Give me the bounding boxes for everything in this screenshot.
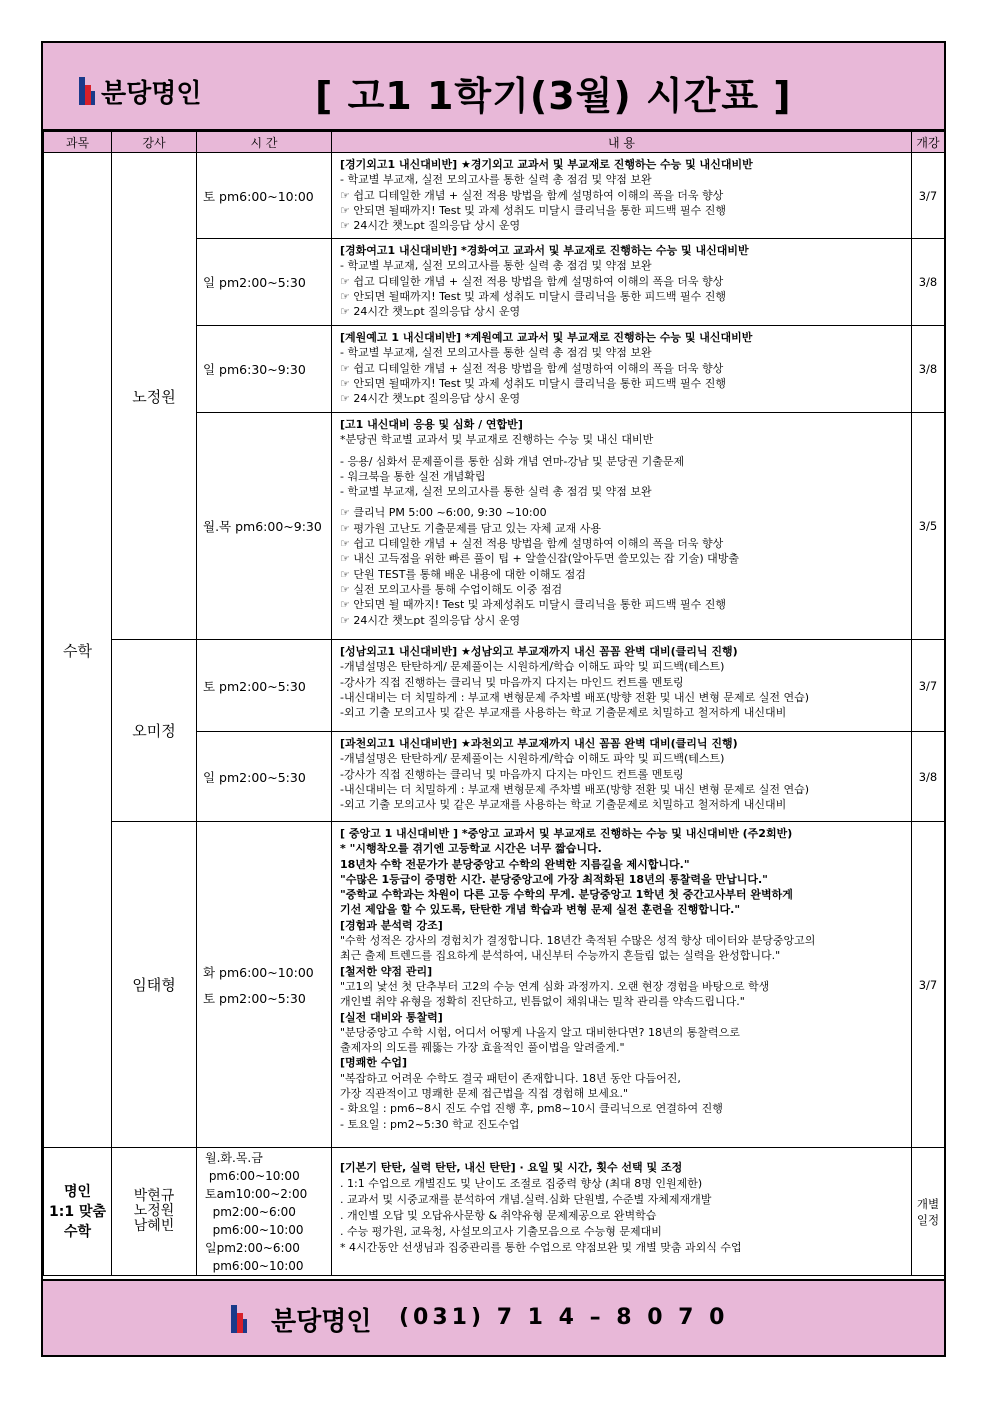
start-date: 3/8 [912, 239, 945, 326]
content-line: -개념설명은 탄탄하게/ 문제풀이는 시원하게/학습 이해도 파악 및 피드백(테스트) [340, 660, 725, 674]
content-line: - 학교별 부교재, 실전 모의고사를 통한 실력 총 점검 및 약점 보완 [340, 346, 652, 360]
page-frame [41, 41, 946, 1357]
content-line: ☞ 쉽고 디테일한 개념 + 실전 적용 방법을 함께 설명하여 이해의 폭을 더욱 향상 [340, 274, 724, 288]
col-header-content: 내 용 [332, 132, 912, 153]
content-line: -강사가 직접 진행하는 클리닉 및 마음까지 다지는 마인드 컨트롤 멘토링 [340, 767, 684, 781]
time-line: 토 pm2:00~5:30 [203, 990, 306, 1006]
class-heading: [경기외고1 내신대비반] ★경기외고 교과서 및 부교재로 진행하는 수능 및 내신대비반 [340, 158, 753, 171]
brand-name: 분당명인 [101, 79, 202, 109]
content-line: * 4시간동안 선생님과 집중관리를 통한 수업으로 약점보완 및 개별 맞춤 과외식 수업 [340, 1241, 742, 1254]
col-header-teacher: 강사 [112, 132, 197, 153]
time-line: pm6:00~10:00 [205, 1222, 304, 1237]
table-row [44, 640, 945, 732]
content-line: . 개인별 오답 및 오답유사문항 & 취약유형 문제제공으로 완벽학습 [340, 1209, 657, 1222]
section-heading: [경험과 분석력 강조] [340, 918, 443, 932]
content-line: ☞ 안되면 될때까지! Test 및 과제 성취도 미달시 클리닉을 통한 피드백 필수 진행 [340, 376, 727, 390]
class-heading: [계원예고 1 내신대비반] *계원예고 교과서 및 부교재로 진행하는 수능 및 내신대비반 [340, 331, 753, 344]
col-header-subject: 과목 [44, 132, 112, 153]
start-date: 3/8 [912, 732, 945, 822]
section-heading: [철저한 약점 관리] [340, 964, 433, 978]
teacher-name: 노정원 [133, 1203, 175, 1219]
time-line: 토am10:00~2:00 [205, 1186, 308, 1201]
content-line: -외고 기출 모의고사 및 같은 부교재를 사용하는 학교 기출문제로 치밀하고 철저하게 내신대비 [340, 706, 787, 720]
content-cell [332, 326, 912, 413]
subject-cell: 수학 [44, 153, 112, 1148]
start-date: 3/7 [912, 153, 945, 239]
content-line: "고1의 낯선 첫 단추부터 고2의 수능 연계 심화 과정까지. 오랜 현장 경험을 바탕으로 학생 [340, 979, 770, 993]
content-line: . 교과서 및 시중교재를 분석하여 개념.실력.심화 단원별, 수준별 자체제재개발 [340, 1193, 712, 1206]
content-cell [332, 822, 912, 1148]
subject-line: 명인 [63, 1183, 92, 1200]
content-line: ☞ 24시간 챗노pt 질의응답 상시 운영 [340, 219, 521, 233]
content-line: "복잡하고 어려운 수학도 결국 패턴이 존재합니다. 18년 동안 다듬어진, [340, 1071, 681, 1085]
table-row [44, 153, 945, 239]
class-heading: [고1 내신대비 응용 및 심화 / 연합반] [340, 418, 523, 431]
content-line: 기선 제압을 할 수 있도록, 탄탄한 개념 학습과 변형 문제 실전 훈련을 진행합니다." [340, 903, 741, 917]
content-line: - 토요일 : pm2~5:30 학교 진도수업 [340, 1117, 520, 1131]
table-row [44, 1148, 945, 1276]
time-cell: 월.목 pm6:00~9:30 [197, 413, 332, 640]
schedule-table [43, 131, 945, 1276]
class-heading: [기본기 탄탄, 실력 탄탄, 내신 탄탄] · 요일 및 시간, 횟수 선택 및 조정 [340, 1161, 683, 1174]
start-date: 3/5 [912, 413, 945, 640]
content-line: ☞ 24시간 챗노pt 질의응답 상시 운영 [340, 305, 521, 319]
page-title: [ 고1 1학기(3월) 시간표 ] [315, 74, 792, 118]
content-line: - 응용/ 심화서 문제풀이를 통한 심화 개념 연마-강남 및 분당권 기출문제 [340, 454, 685, 468]
content-line: 개인별 취약 유형을 정확히 진단하고, 빈틈없이 채워내는 밀착 관리를 약속드립니다." [340, 995, 745, 1009]
table-header-row [44, 132, 945, 153]
start-line: 개별 [916, 1196, 940, 1211]
footer-banner [43, 1279, 944, 1355]
time-cell: 일 pm6:30~9:30 [197, 326, 332, 413]
content-line: "수많은 1등급이 증명한 시간. 분당중앙고에 가장 최적화된 18년의 통찰력을 만납니다." [340, 872, 768, 886]
section-heading: [실전 대비와 통찰력] [340, 1010, 443, 1024]
content-line: - 학교별 부교재, 실전 모의고사를 통한 실력 총 점검 및 약점 보완 [340, 485, 652, 499]
content-line: 18년차 수학 전문가가 분당중앙고 수학의 완벽한 지름길을 제시합니다." [340, 857, 690, 871]
content-cell [332, 413, 912, 640]
content-line: ☞ 안되면 될때까지! Test 및 과제 성취도 미달시 클리닉을 통한 피드백 필수 진행 [340, 203, 727, 217]
content-line: ☞ 안되면 될 때까지! Test 및 과제성취도 미달시 클리닉을 통한 피드백 필수 진행 [340, 598, 727, 612]
content-line: *분당권 학교별 교과서 및 부교재로 진행하는 수능 및 내신 대비반 [340, 433, 654, 447]
content-line: "분당중앙고 수학 시험, 어디서 어떻게 나올지 알고 대비한다면? 18년의 통찰력으로 [340, 1025, 740, 1039]
content-line: ☞ 안되면 될때까지! Test 및 과제 성취도 미달시 클리닉을 통한 피드백 필수 진행 [340, 289, 727, 303]
content-line: . 1:1 수업으로 개별진도 및 난이도 조절로 집중력 향상 (최대 8명 인원제한) [340, 1177, 703, 1190]
content-line: -내신대비는 더 치밀하게 : 부교재 변형문제 주차별 배포(방향 전환 및 내신 변형 문제로 실전 연습) [340, 690, 809, 704]
content-line: "중학교 수학과는 차원이 다른 고등 수학의 무게. 분당중앙고 1학년 첫 중간고사부터 완벽하게 [340, 888, 793, 902]
content-cell [332, 239, 912, 326]
content-line: ☞ 24시간 챗노pt 질의응답 상시 운영 [340, 613, 521, 627]
time-cell [197, 1148, 332, 1276]
time-cell: 일 pm2:00~5:30 [197, 732, 332, 822]
subject-line: 수학 [63, 1223, 92, 1240]
content-line: - 학교별 부교재, 실전 모의고사를 통한 실력 총 점검 및 약점 보완 [340, 173, 652, 187]
content-cell [332, 153, 912, 239]
section-heading: [명쾌한 수업] [340, 1056, 408, 1070]
phone-number: (031) 7 1 4 – 8 0 7 0 [399, 1305, 729, 1330]
teacher-cell [112, 1148, 197, 1276]
time-line: 월.화.목.금 [205, 1150, 263, 1165]
class-heading: [경화여고1 내신대비반] *경화여고 교과서 및 부교재로 진행하는 수능 및 내신대비반 [340, 244, 749, 257]
brand-logo-icon [231, 1305, 247, 1333]
start-date: 3/7 [912, 640, 945, 732]
time-line: 화 pm6:00~10:00 [203, 964, 314, 980]
subject-line: 1:1 맞춤 [48, 1203, 106, 1220]
content-line: 출제자의 의도를 꿰뚫는 가장 효율적인 풀이법을 알려줄게." [340, 1041, 625, 1055]
content-line: - 워크북을 통한 실전 개념확립 [340, 469, 486, 483]
time-cell [197, 822, 332, 1148]
content-line: -외고 기출 모의고사 및 같은 부교재를 사용하는 학교 기출문제로 치밀하고 철저하게 내신대비 [340, 798, 787, 812]
content-line: 가장 직관적이고 명쾌한 문제 접근법을 직접 경험해 보세요." [340, 1087, 629, 1101]
teacher-cell: 오미정 [112, 640, 197, 822]
start-date [912, 1148, 945, 1276]
content-line: ☞ 단원 TEST를 통해 배운 내용에 대한 이해도 점검 [340, 567, 586, 581]
content-line: -개념설명은 탄탄하게/ 문제풀이는 시원하게/학습 이해도 파악 및 피드백(테스트) [340, 752, 725, 766]
content-cell [332, 1148, 912, 1276]
col-header-time: 시 간 [197, 132, 332, 153]
time-cell: 일 pm2:00~5:30 [197, 239, 332, 326]
content-cell [332, 732, 912, 822]
content-line: -강사가 직접 진행하는 클리닉 및 마음까지 다지는 마인드 컨트롤 멘토링 [340, 675, 684, 689]
teacher-name: 박현규 [133, 1188, 175, 1204]
start-date: 3/8 [912, 326, 945, 413]
content-line: ☞ 쉽고 디테일한 개념 + 실전 적용 방법을 함께 설명하여 이해의 폭을 더욱 향상 [340, 537, 724, 551]
class-heading: [성남외고1 내신대비반] ★성남외고 부교재까지 내신 꼼꼼 완벽 대비(클리닉 진행) [340, 645, 738, 658]
content-line: - 화요일 : pm6~8시 진도 수업 진행 후, pm8~10시 클리닉으로 연결하여 진행 [340, 1102, 723, 1116]
teacher-name: 남혜빈 [133, 1218, 175, 1234]
time-cell: 토 pm2:00~5:30 [197, 640, 332, 732]
time-line: pm2:00~6:00 [205, 1204, 296, 1219]
start-date: 3/7 [912, 822, 945, 1148]
class-heading: [과천외고1 내신대비반] ★과천외고 부교재까지 내신 꼼꼼 완벽 대비(클리닉 진행) [340, 737, 738, 750]
content-line: ☞ 내신 고득점을 위한 빠른 풀이 팁 + 알쓸신잡(알아두면 쓸모있는 잡 기술) 대방출 [340, 552, 740, 566]
content-line: ☞ 24시간 챗노pt 질의응답 상시 운영 [340, 392, 521, 406]
brand-logo-icon [79, 77, 95, 105]
content-line: - 학교별 부교재, 실전 모의고사를 통한 실력 총 점검 및 약점 보완 [340, 259, 652, 273]
teacher-cell: 노정원 [112, 153, 197, 640]
content-line: -내신대비는 더 치밀하게 : 부교재 변형문제 주차별 배포(방향 전환 및 내신 변형 문제로 실전 연습) [340, 782, 809, 796]
time-line: 일pm2:00~6:00 [205, 1240, 300, 1255]
footer-brand: 분당명인 [271, 1307, 372, 1337]
content-cell [332, 640, 912, 732]
content-line: "수학 성적은 강사의 경험치가 결정합니다. 18년간 축적된 수많은 성적 향상 데이터와 분당중앙고의 [340, 934, 816, 948]
content-line: ☞ 실전 모의고사를 통해 수업이해도 이중 점검 [340, 582, 563, 596]
content-line: ☞ 클리닉 PM 5:00 ~6:00, 9:30 ~10:00 [340, 506, 547, 520]
content-line: * "시행착오를 겪기엔 고등학교 시간은 너무 짧습니다. [340, 842, 602, 856]
col-header-start: 개강 [912, 132, 945, 153]
content-line: ☞ 쉽고 디테일한 개념 + 실전 적용 방법을 함께 설명하여 이해의 폭을 더욱 향상 [340, 361, 724, 375]
class-heading: [ 중앙고 1 내신대비반 ] *중앙고 교과서 및 부교재로 진행하는 수능 및 내신대비반 (주2회반) [340, 827, 793, 840]
content-line: ☞ 쉽고 디테일한 개념 + 실전 적용 방법을 함께 설명하여 이해의 폭을 더욱 향상 [340, 188, 724, 202]
start-line: 일정 [916, 1212, 940, 1227]
subject-cell [44, 1148, 112, 1276]
table-row [44, 822, 945, 1148]
content-line: 최근 출제 트렌드를 집요하게 분석하여, 내신부터 수능까지 흔들림 없는 실력을 완성합니다." [340, 949, 781, 963]
content-line: ☞ 평가원 고난도 기출문제를 담고 있는 자체 교재 사용 [340, 521, 601, 535]
teacher-cell: 임태형 [112, 822, 197, 1148]
content-line: . 수능 평가원, 교육청, 사설모의고사 기출모음으로 수능형 문제대비 [340, 1225, 662, 1238]
time-line: pm6:00~10:00 [205, 1258, 304, 1273]
time-line: pm6:00~10:00 [205, 1168, 300, 1183]
time-cell: 토 pm6:00~10:00 [197, 153, 332, 239]
header-banner [43, 43, 944, 131]
